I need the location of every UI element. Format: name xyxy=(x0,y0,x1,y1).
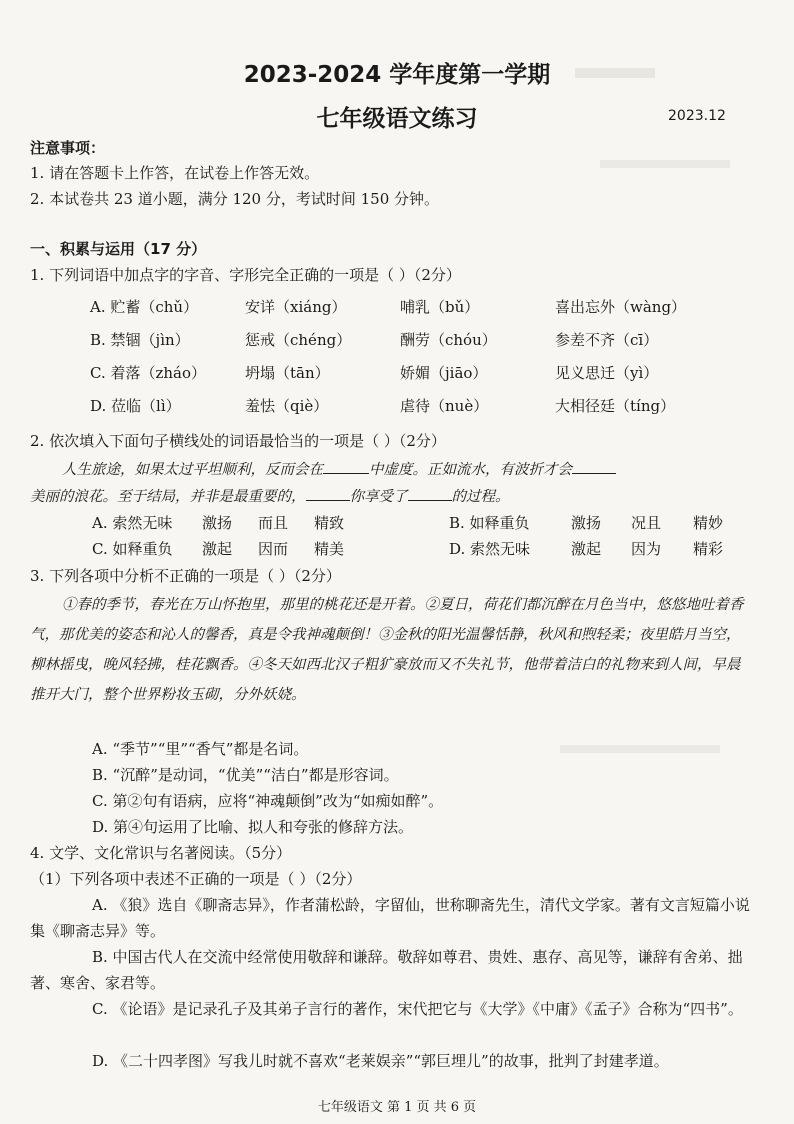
question-2-stem: 2. 依次填入下面句子横线处的词语最恰当的一项是（ ）（2分） xyxy=(30,432,446,450)
question-3-option: B. “沉醉”是动词，“优美”“洁白”都是形容词。 xyxy=(92,766,399,784)
option-word: A. 索然无味 xyxy=(92,514,173,532)
option-word: 精致 xyxy=(314,514,345,532)
option-word: C. 着落（zháo） xyxy=(90,364,207,382)
option-word: 精美 xyxy=(314,540,345,558)
question-4-stem: 4. 文学、文化常识与名著阅读。（5分） xyxy=(30,844,292,862)
notice-item: 2. 本试卷共 23 道小题，满分 120 分，考试时间 150 分钟。 xyxy=(30,190,440,208)
option-word: 羞怯（qiè） xyxy=(245,397,329,415)
option-word: 参差不齐（cī） xyxy=(555,331,659,349)
option-word: C. 如释重负 xyxy=(92,540,173,558)
option-word: D. 索然无味 xyxy=(449,540,531,558)
option-word: 精妙 xyxy=(693,514,724,532)
option-word: 娇媚（jiāo） xyxy=(400,364,488,382)
option-word: 激起 xyxy=(571,540,602,558)
question-2-option-row xyxy=(92,512,723,533)
notice-heading: 注意事项： xyxy=(30,139,106,157)
page-footer: 七年级语文 第 1 页 共 6 页 xyxy=(317,1100,477,1115)
exam-title-term: 2023-2024 学年度第一学期 xyxy=(243,62,551,88)
bleed-through-mark xyxy=(560,745,720,753)
option-word: B. 如释重负 xyxy=(449,514,530,532)
option-word: 因为 xyxy=(631,540,662,558)
option-word: 虐待（nuè） xyxy=(400,397,489,415)
option-word: 坍塌（tān） xyxy=(245,364,330,382)
section-heading: 一、积累与运用（17 分） xyxy=(30,240,207,258)
question-1-option-row xyxy=(90,395,710,416)
passage-text: 人生旅途，如果太过平坦顺利，反而会在 xyxy=(62,462,323,478)
bleed-through-mark xyxy=(600,160,730,168)
option-word: B. 禁锢（jìn） xyxy=(90,331,190,349)
option-word: 精彩 xyxy=(693,540,724,558)
question-4-sub1-stem: （1）下列各项中表述不正确的一项是（ ）（2分） xyxy=(30,870,362,888)
question-2-option-row xyxy=(92,538,723,559)
option-word: 安详（xiáng） xyxy=(245,298,347,316)
question-1-option-row xyxy=(90,296,710,317)
option-word: 激扬 xyxy=(571,514,602,532)
passage-text: 你享受了 xyxy=(349,489,408,505)
question-4-option: B. 中国古代人在交流中经常使用敬辞和谦辞。敬辞如尊君、贵姓、惠存、高见等，谦辞有舍弟、拙著、寒舍、家君等。 xyxy=(30,948,743,992)
option-word: 而且 xyxy=(258,514,289,532)
question-1-option-row xyxy=(90,362,710,383)
question-3-stem: 3. 下列各项中分析不正确的一项是（ ）（2分） xyxy=(30,567,341,585)
question-2-passage-line2 xyxy=(30,485,510,506)
passage-text: 中虚度。正如流水，有波折才会 xyxy=(369,462,572,478)
exam-date: 2023.12 xyxy=(668,108,726,124)
question-3-passage: ①春的季节，春光在万山怀抱里，那里的桃花还是开着。②夏日，荷花们都沉醉在月色当中，悠悠地吐着香气，那优美的姿态和沁人的馨香，真是令我神魂颠倒！③金秋的阳光温馨恬静，秋风和煦轻柔；夜里皓月当空，柳林摇曳，晚风轻拂，桂花飘香。④冬天如西北汉子粗犷豪放而又不失礼节，他带着洁白的礼物来到人间，早晨推开大门，整个世界粉妆玉砌，分外妖娆。 xyxy=(30,597,744,703)
option-word: 酬劳（chóu） xyxy=(400,331,497,349)
option-word: 惩戒（chéng） xyxy=(245,331,352,349)
question-4-option: D. 《二十四孝图》写我儿时就不喜欢“老莱娱亲”“郭巨埋儿”的故事，批判了封建孝道。 xyxy=(92,1052,669,1070)
question-2-passage-line1 xyxy=(62,458,616,479)
option-word: 激扬 xyxy=(202,514,233,532)
question-3-option: C. 第②句有语病，应将“神魂颠倒”改为“如痴如醉”。 xyxy=(92,792,444,810)
question-4-option: A. 《狼》选自《聊斋志异》，作者蒲松龄，字留仙，世称聊斋先生，清代文学家。著有文言短篇小说集《聊斋志异》等。 xyxy=(30,896,750,940)
option-word: 哺乳（bǔ） xyxy=(400,298,480,316)
option-word: 因而 xyxy=(258,540,289,558)
passage-text: 的过程。 xyxy=(451,489,510,505)
fill-blank xyxy=(408,486,452,501)
option-word: 见义思迁（yì） xyxy=(555,364,659,382)
question-3-option: D. 第④句运用了比喻、拟人和夸张的修辞方法。 xyxy=(92,818,414,836)
passage-text: 美丽的浪花。至于结局，并非是最重要的， xyxy=(30,489,306,505)
exam-title-subject: 七年级语文练习 xyxy=(316,106,478,132)
fill-blank xyxy=(306,486,350,501)
fill-blank xyxy=(323,459,369,474)
question-1-option-row xyxy=(90,329,710,350)
question-3-option: A. “季节”“里”“香气”都是名词。 xyxy=(92,740,309,758)
option-word: 况且 xyxy=(631,514,662,532)
question-4-option: C. 《论语》是记录孔子及其弟子言行的著作，宋代把它与《大学》《中庸》《孟子》合称为“四书”。 xyxy=(92,1000,743,1018)
fill-blank xyxy=(572,459,616,474)
notice-item: 1. 请在答题卡上作答，在试卷上作答无效。 xyxy=(30,164,320,182)
option-word: 喜出忘外（wàng） xyxy=(555,298,687,316)
option-word: D. 莅临（lì） xyxy=(90,397,181,415)
option-word: A. 贮蓄（chǔ） xyxy=(90,298,199,316)
question-1-stem: 1. 下列词语中加点字的字音、字形完全正确的一项是（ ）（2分） xyxy=(30,266,461,284)
option-word: 激起 xyxy=(202,540,233,558)
option-word: 大相径廷（tíng） xyxy=(555,397,676,415)
